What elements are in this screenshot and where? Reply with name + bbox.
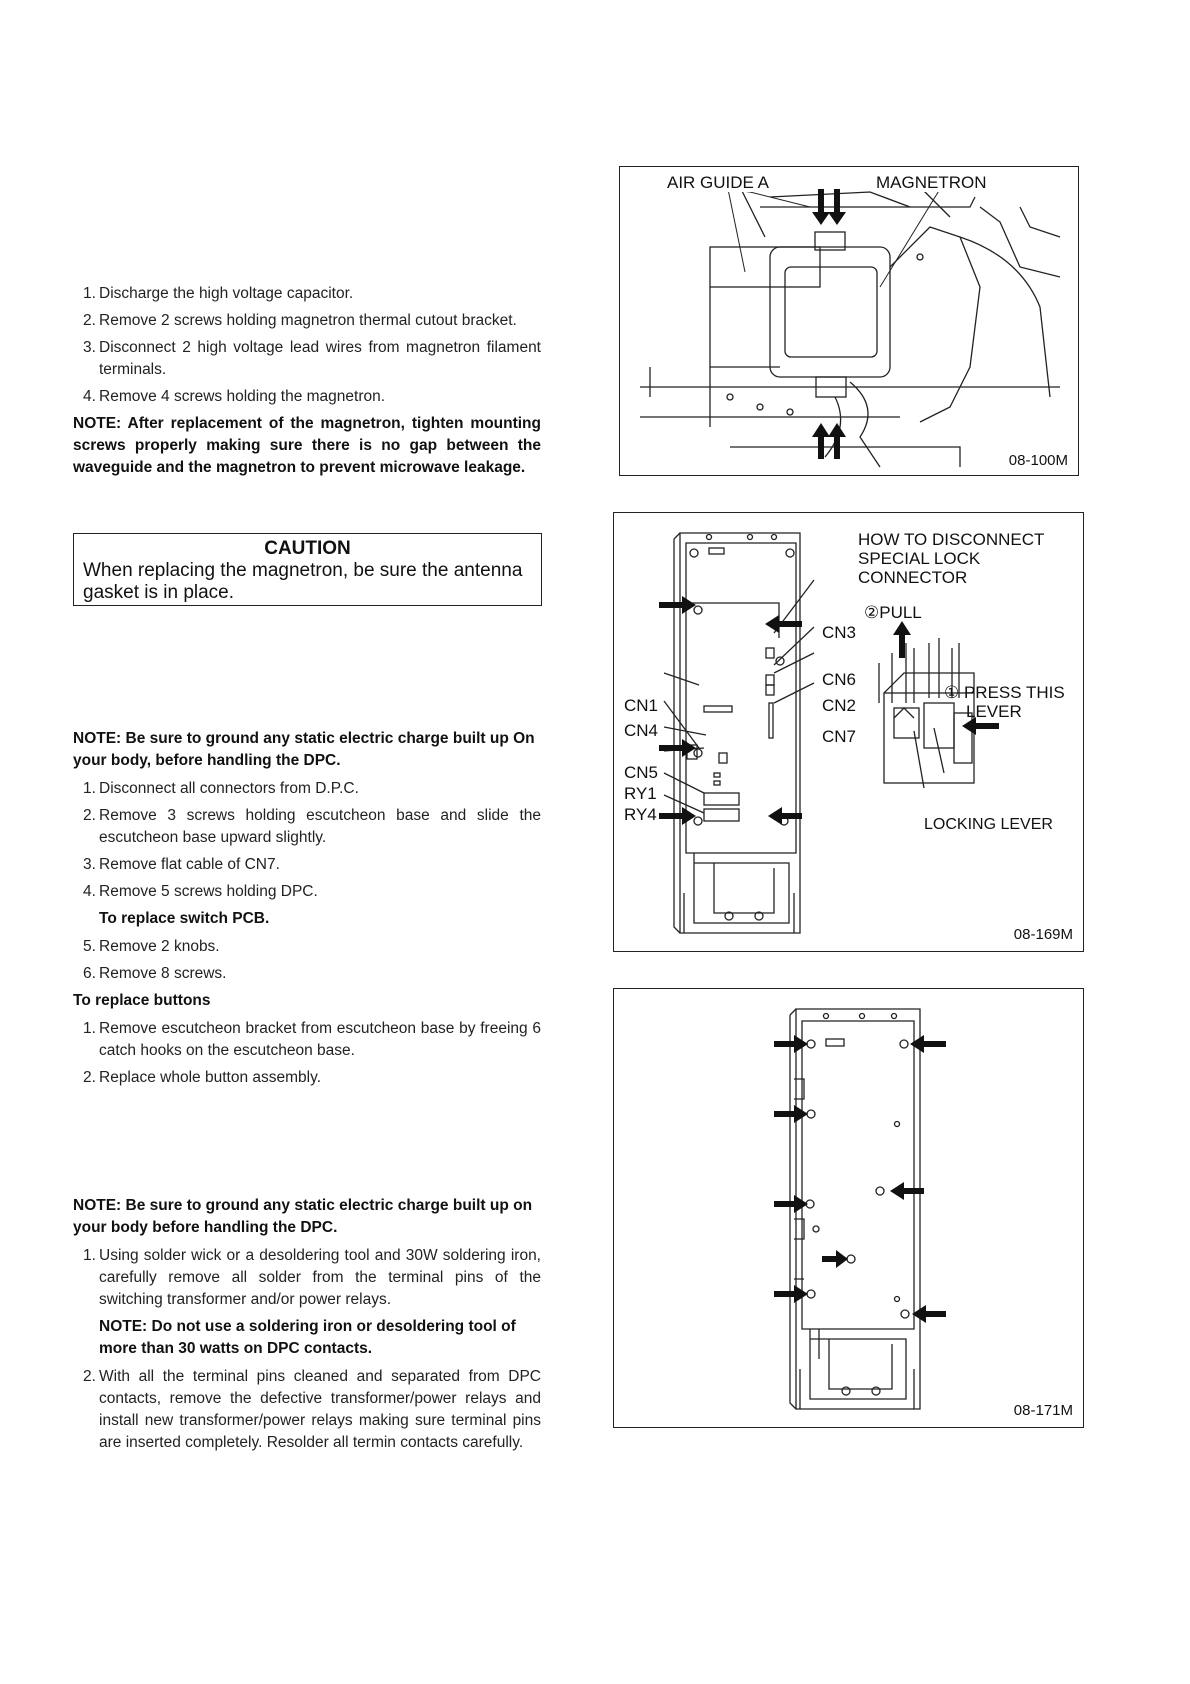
magnetron-note: NOTE: After replacement of the magnetron, tighten mounting screws properly making sure there is no gap between the waveguide and the magnetron to prevent microwave leakage.: [73, 415, 541, 476]
list-item: 2. With all the terminal pins cleaned and separated from DPC contacts, remove the defective transformer/power relays and install new transformer/power relays making sure terminal pins are inserted completely. Resolder all termin contacts carefully.: [83, 1368, 541, 1451]
list-item: 4. Remove 4 screws holding the magnetron.: [83, 388, 386, 405]
list-item: 3. Remove flat cable of CN7.: [83, 856, 280, 873]
static-note-2: NOTE: Be sure to ground any static electric charge built up on your body before handling the DPC.: [73, 1197, 533, 1236]
list-item: 2. Remove 2 screws holding magnetron thermal cutout bracket.: [83, 312, 517, 329]
list-item: 1. Using solder wick or a desoldering tool and 30W soldering iron, carefully remove all solder from the terminal pins of the switching transformer and/or power relays.: [83, 1247, 541, 1308]
buttons-heading: To replace buttons: [73, 992, 211, 1009]
caution-box: [73, 533, 542, 606]
ry4-label: RY4: [624, 805, 657, 824]
pull-label: ②PULL: [864, 603, 922, 622]
ry1-label: RY1: [624, 784, 657, 803]
buttons-steps: [73, 1018, 541, 1089]
list-item: 2. Remove 3 screws holding escutcheon base and slide the escutcheon base upward slightly.: [83, 807, 541, 846]
soldering-warning: NOTE: Do not use a soldering iron or desoldering tool of more than 30 watts on DPC contacts.: [99, 1318, 516, 1357]
magnetron-steps: [73, 283, 541, 408]
cn1-label: CN1: [624, 696, 659, 715]
cn7-label: CN7: [822, 727, 857, 746]
magnetron-figure: [619, 166, 1079, 476]
solder-steps-2: [73, 1366, 541, 1454]
cn4-label: CN4: [624, 721, 659, 740]
list-item: 1. Remove escutcheon bracket from escutcheon base by freeing 6 catch hooks on the escutcheon base.: [83, 1020, 541, 1059]
cn2-label: CN2: [822, 696, 857, 715]
static-note: NOTE: Be sure to ground any static electric charge built up On your body, before handling the DPC.: [73, 730, 535, 769]
locking-lever-label: LOCKING LEVER: [924, 816, 1053, 833]
switch-pcb-steps: [73, 936, 541, 985]
switch-pcb-heading: To replace switch PCB.: [99, 910, 270, 927]
magnetron-section: [73, 283, 541, 485]
cn3-label: CN3: [822, 623, 857, 642]
solder-steps: [73, 1245, 541, 1311]
list-item: 4. Remove 5 screws holding DPC.: [83, 883, 318, 900]
magnetron-label: MAGNETRON: [876, 173, 987, 192]
caution-body: When replacing the magnetron, be sure the antenna gasket is in place.: [83, 560, 523, 603]
figure-code: 08-171M: [1013, 1402, 1073, 1419]
list-item: 2. Replace whole button assembly.: [83, 1069, 322, 1086]
air-guide-label: AIR GUIDE A: [667, 173, 770, 192]
dpc-screws-figure: [613, 988, 1084, 1428]
disconnect-title: HOW TO DISCONNECT SPECIAL LOCK CONNECTOR: [858, 530, 1045, 587]
caution-title: CAUTION: [264, 538, 351, 559]
list-item: 3. Disconnect 2 high voltage lead wires from magnetron filament terminals.: [83, 339, 541, 378]
list-item: 6. Remove 8 screws.: [83, 965, 227, 982]
cn5-label: CN5: [624, 763, 659, 782]
list-item: 1. Discharge the high voltage capacitor.: [83, 285, 354, 302]
figure-code: 08-100M: [1008, 452, 1068, 469]
magnetron-drawing: [620, 167, 1080, 477]
dpc-screws-drawing: [614, 989, 1085, 1429]
list-item: 5. Remove 2 knobs.: [83, 938, 220, 955]
press-lever-label: ① PRESS THIS LEVER: [944, 683, 1065, 721]
dpc-connector-figure: [613, 512, 1084, 952]
figure-code: 08-169M: [1013, 926, 1073, 943]
dpc-steps: [73, 778, 541, 903]
cn6-label: CN6: [822, 670, 857, 689]
list-item: 1. Disconnect all connectors from D.P.C.: [83, 780, 359, 797]
dpc-section: [73, 724, 541, 1094]
solder-section: [73, 1191, 541, 1459]
